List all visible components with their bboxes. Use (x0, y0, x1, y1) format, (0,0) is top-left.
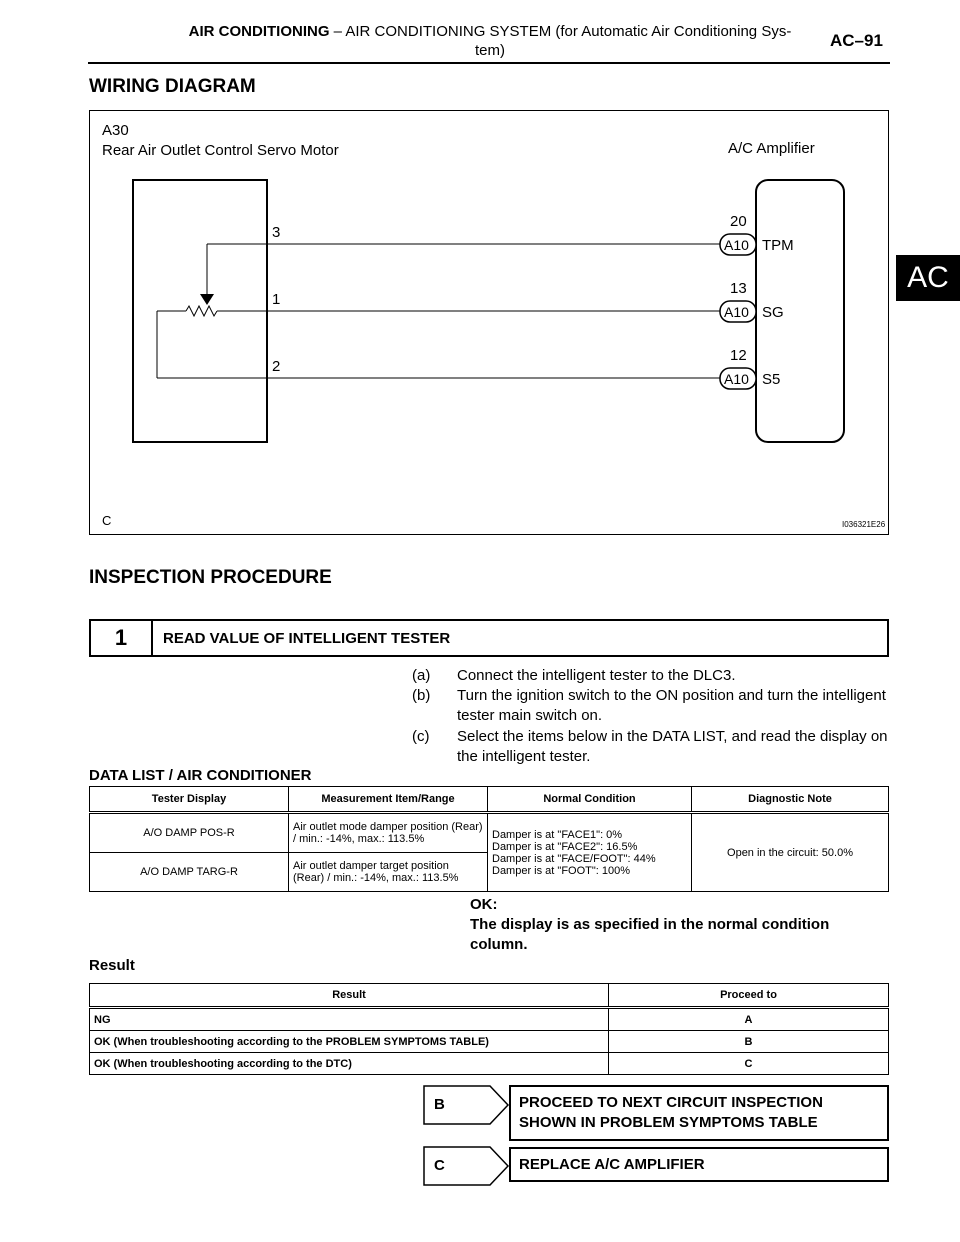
pin-2-label: 2 (272, 358, 281, 375)
arrow-b-letter: B (434, 1096, 445, 1113)
resistor-symbol (186, 306, 217, 316)
measurement-cell: Air outlet damper target position (Rear) / min.: -14%, max.: 113.5% (289, 853, 488, 892)
ok-text: The display is as specified in the normal condition column. (470, 916, 830, 953)
arrow-c-letter: C (434, 1157, 445, 1174)
action-box-b: PROCEED TO NEXT CIRCUIT INSPECTION SHOWN IN PROBLEM SYMPTOMS TABLE (509, 1085, 889, 1141)
result-cell: OK (When troubleshooting according to the DTC) (90, 1053, 609, 1075)
header-rule (88, 62, 890, 64)
instruction-text: Select the items below in the DATA LIST, and read the display on the intelligent tester. (457, 728, 888, 765)
diagram-corner-label: C (102, 513, 112, 528)
instruction-label: (c) (412, 728, 430, 745)
amplifier-name: A/C Amplifier (728, 140, 815, 157)
ok-label: OK: (470, 896, 498, 913)
proceed-cell: C (609, 1053, 889, 1075)
figure-id: I036321E26 (842, 520, 886, 529)
conn-pin-12: 12 (730, 347, 747, 364)
table-header-row (90, 787, 889, 813)
conn-pin-20: 20 (730, 213, 747, 230)
table-row (90, 813, 889, 853)
wiring-diagram (89, 110, 889, 535)
pin-3-label: 3 (272, 224, 281, 241)
ok-criteria (470, 895, 890, 955)
normal-condition-line: Damper is at "FOOT": 100% (492, 864, 631, 877)
step-box (89, 619, 889, 657)
section-subtitle-line2: tem) (475, 42, 505, 59)
section-subtitle: – AIR CONDITIONING SYSTEM (for Automatic Air Conditioning Sys- (329, 23, 792, 40)
terminal-s5: S5 (762, 371, 781, 388)
action-box-c: REPLACE A/C AMPLIFIER (509, 1147, 889, 1182)
tester-display-cell: A/O DAMP TARG-R (90, 853, 289, 892)
connector-label: A10 (724, 371, 749, 387)
table-header: Normal Condition (488, 787, 692, 813)
table-row (90, 1008, 889, 1031)
result-title: Result (89, 957, 135, 974)
table-header-row (90, 984, 889, 1008)
data-list-table (89, 786, 889, 892)
component-code: A30 (102, 122, 129, 139)
table-row (90, 1053, 889, 1075)
connector-label: A10 (724, 237, 749, 253)
proceed-cell: A (609, 1008, 889, 1031)
normal-condition-cell (488, 813, 692, 892)
table-header: Tester Display (90, 787, 289, 813)
result-cell: NG (90, 1008, 609, 1031)
table-header: Proceed to (609, 984, 889, 1008)
instruction-text: Turn the ignition switch to the ON position and turn the intelligent tester main switch on. (457, 687, 886, 724)
normal-condition-line: Damper is at "FACE/FOOT": 44% (492, 852, 656, 865)
section-tab: AC (896, 255, 960, 301)
instruction-label: (a) (412, 667, 431, 684)
wiring-diagram-heading: WIRING DIAGRAM (89, 76, 256, 97)
instruction-b (412, 686, 892, 726)
diagnostic-note-cell: Open in the circuit: 50.0% (692, 813, 889, 892)
result-table (89, 983, 889, 1075)
table-row (90, 1031, 889, 1053)
proceed-cell: B (609, 1031, 889, 1053)
table-header: Measurement Item/Range (289, 787, 488, 813)
terminal-tpm: TPM (762, 237, 794, 254)
normal-condition-line: Damper is at "FACE2": 16.5% (492, 840, 638, 853)
step-title: READ VALUE OF INTELLIGENT TESTER (163, 629, 451, 647)
instruction-a (412, 666, 892, 686)
table-header: Result (90, 984, 609, 1008)
data-list-title: DATA LIST / AIR CONDITIONER (89, 767, 312, 784)
instruction-c (412, 727, 892, 767)
conn-pin-13: 13 (730, 280, 747, 297)
pin-1-label: 1 (272, 291, 281, 308)
page-number: AC–91 (830, 31, 883, 50)
section-title: AIR CONDITIONING (188, 23, 330, 40)
connector-label: A10 (724, 304, 749, 320)
result-cell: OK (When troubleshooting according to the PROBLEM SYMPTOMS TABLE) (90, 1031, 609, 1053)
step-number: 1 (91, 621, 153, 655)
terminal-sg: SG (762, 304, 784, 321)
wiper-arrow (200, 294, 214, 305)
action-arrows (420, 1085, 512, 1215)
instruction-text: Connect the intelligent tester to the DLC3. (457, 667, 736, 684)
normal-condition-line: Damper is at "FACE1": 0% (492, 828, 623, 841)
tester-display-cell: A/O DAMP POS-R (90, 813, 289, 853)
instruction-label: (b) (412, 687, 431, 704)
page-header-section (160, 22, 820, 60)
table-header: Diagnostic Note (692, 787, 889, 813)
component-name: Rear Air Outlet Control Servo Motor (102, 142, 339, 159)
inspection-heading: INSPECTION PROCEDURE (89, 567, 332, 588)
measurement-cell: Air outlet mode damper position (Rear) / min.: -14%, max.: 113.5% (289, 813, 488, 853)
